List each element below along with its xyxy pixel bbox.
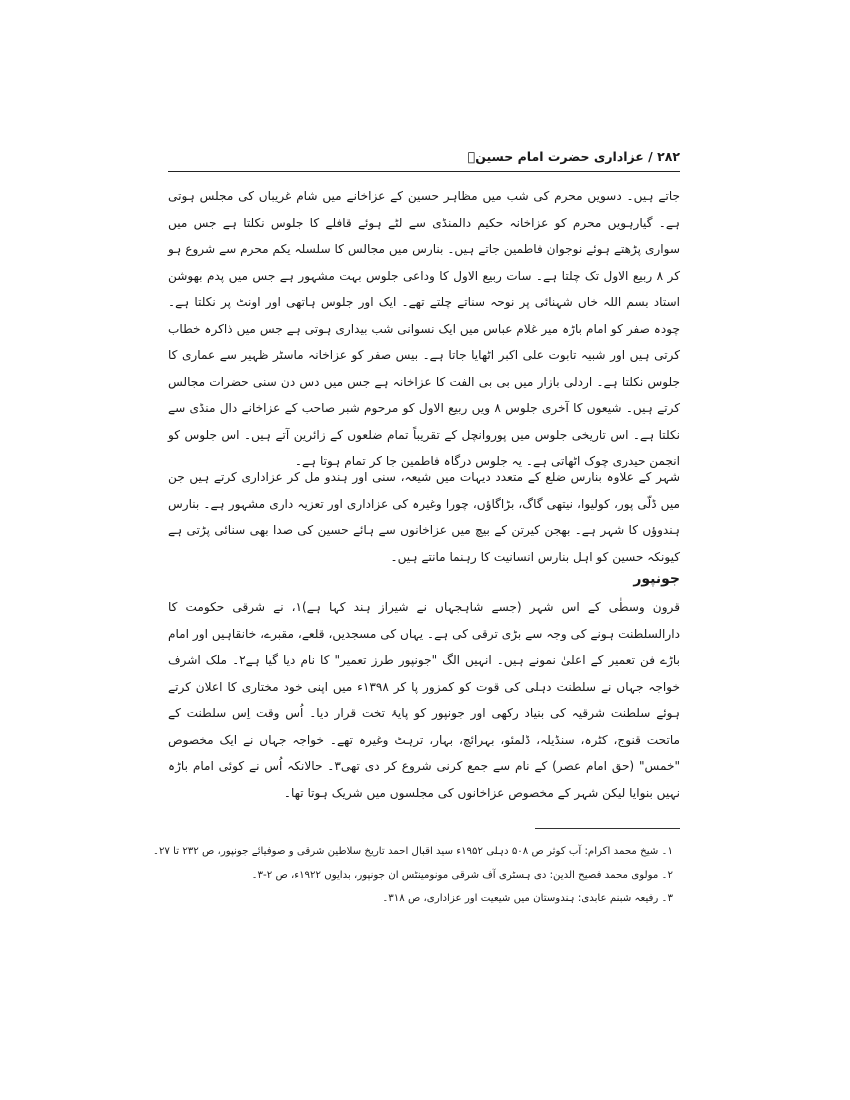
body-paragraph-2	[168, 464, 680, 570]
running-header: ۲۸۲ / عزاداری حضرت امام حسینؑ	[467, 149, 680, 164]
paragraph-text: جاتے ہیں۔ دسویں محرم کی شب میں مظاہر حسین کے عزاخانے میں شام غریباں کی مجلس ہوتی ہے۔ گیارہویں محرم کو عزاخانہ حکیم دالمنڈی سے لٹے ہوئے قافلے کا جلوس نکلتا ہے جس میں سواری پڑھتے ہوئے نوجوان فاطمین جاتے ہیں۔ بنارس میں مجالس کا سلسلہ یکم محرم سے شروع ہو کر ۸ ربیع الاول تک چلتا ہے۔ سات ربیع الاول کا وداعی جلوس بہت مشہور ہے جس میں پدم بھوشن استاد بسم اللہ خاں شہنائی پر نوحہ سناتے چلتے تھے۔ ایک اور جلوس ہاتھی اور اونٹ پر نکلتا ہے۔ چودہ صفر کو امام باڑہ میر غلام عباس میں ایک نسوانی شب بیداری ہوتی ہے جس میں ذاکرہ خطاب کرتی ہیں اور شبیہ تابوت علی اکبر اٹھایا جاتا ہے۔ بیس صفر کو عزاخانہ ماسٹر ظہیر سے عماری کا جلوس نکلتا ہے۔ اردلی بازار میں بی بی الفت کا عزاخانہ ہے جس میں دس دن سنی حضرات مجالس کرتے ہیں۔ شیعوں کا آخری جلوس ۸ ویں ربیع الاول کو مرحوم شبر صاحب کے عزاخانے دال منڈی سے نکلتا ہے۔ اس تاریخی جلوس میں پوروانچل کے تقریباً تمام ضلعوں کے زائرین آتے ہیں۔ اس جلوس کو انجمن حیدری چوک اٹھاتی ہے۔ یہ جلوس درگاہ فاطمین جا کر تمام ہوتا ہے۔	[168, 189, 680, 468]
body-paragraph-3	[168, 594, 680, 806]
footnote-3: ۳۔ رفیعہ شبنم عابدی: ہندوستان میں شیعیت اور عزاداری، ص ۳۱۸۔	[382, 893, 673, 904]
section-heading-jaunpur: جونپور	[633, 571, 680, 587]
header-divider	[168, 171, 680, 172]
body-paragraph-1	[168, 183, 680, 475]
footnote-2: ۲۔ مولوی محمد فصیح الدین: دی ہسٹری آف شرقی مونومینٹس ان جونپور، بدایوں ۱۹۲۲ء، ص ۲-۳۔	[251, 869, 673, 881]
footnote-1: ۱۔ شیخ محمد اکرام: آب کوثر ص ۵۰۸ دہلی ۱۹۵۲ء سید اقبال احمد تاریخ سلاطین شرقی و صوفیائے جونپور، ص ۲۳۲ تا ۲۷۔	[152, 846, 673, 857]
footnote-divider	[535, 828, 680, 829]
paragraph-text: شہر کے علاوہ بنارس ضلع کے متعدد دیہات میں شیعہ، سنی اور ہندو مل کر عزاداری کرتے ہیں جن میں ڈلّی پور، کولیوا، نیتھی گاگ، بڑاگاؤں، چورا وغیرہ کی عزاداری اور تعزیہ داری مشہور ہے۔ بنارس ہندوؤں کا شہر ہے۔ بھجن کیرتن کے بیچ میں عزاخانوں سے ہائے حسین کی صدا بھی سنائی پڑتی ہے کیونکہ حسین کو اہل بنارس انسانیت کا رہنما مانتے ہیں۔	[168, 470, 680, 564]
footnotes	[152, 840, 673, 911]
paragraph-text: قرون وسطٰی کے اس شہر (جسے شاہجہاں نے شیراز ہند کہا ہے)۱، نے شرقی حکومت کا دارالسلطنت ہونے کی وجہ سے بڑی ترقی کی ہے۔ یہاں کی مسجدیں، قلعے، مقبرے، خانقاہیں اور امام باڑے فن تعمیر کے اعلیٰ نمونے ہیں۔ انہیں الگ "جونپور طرز تعمیر" کا نام دیا گیا ہے۲۔ ملک اشرف خواجہ جہاں نے سلطنت دہلی کی قوت کو کمزور پا کر ۱۳۹۸ء میں اپنی خود مختاری کا اعلان کرتے ہوئے سلطنت شرقیہ کی بنیاد رکھی اور جونپور کو پایۂ تخت قرار دیا۔ اُس وقت اِس سلطنت کے ماتحت قنوج، کٹرہ، سنڈیلہ، ڈلمئو، بہرائچ، بہار، ترہٹ وغیرہ تھے۔ خواجہ جہاں نے ایک مخصوص "خمس" (حق امام عصر) کے نام سے جمع کرنی شروع کر دی تھی۳۔ حالانکہ اُس نے کوئی امام باڑہ نہیں بنوایا لیکن شہر کے مخصوص عزاخانوں کی مجلسوں میں شریک ہوتا تھا۔	[168, 600, 681, 800]
